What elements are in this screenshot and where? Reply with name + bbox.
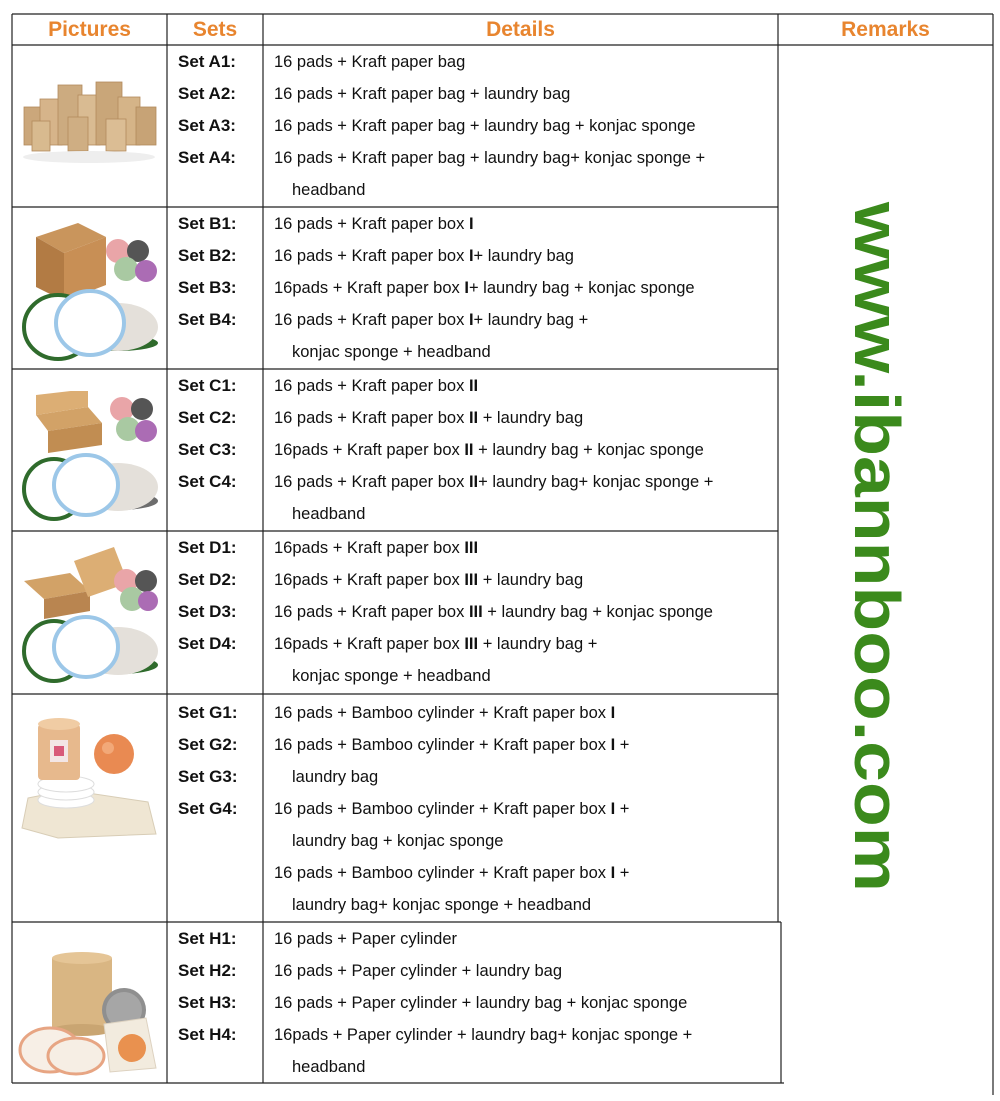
set-label-g2: Set G2: bbox=[178, 735, 238, 754]
detail-line: laundry bag + konjac sponge bbox=[292, 832, 504, 850]
detail-line: 16 pads + Bamboo cylinder + Kraft paper box I + bbox=[274, 736, 630, 754]
detail-line: 16pads + Kraft paper box III + laundry bag bbox=[274, 571, 584, 589]
detail-line: 16 pads + Kraft paper box I bbox=[274, 215, 474, 233]
set-label-c1: Set C1: bbox=[178, 376, 237, 395]
header-sets: Sets bbox=[192, 18, 238, 41]
set-label-c4: Set C4: bbox=[178, 472, 237, 491]
set-label-g1: Set G1: bbox=[178, 703, 238, 722]
kraft-box-i-with-pads-icon bbox=[18, 215, 160, 361]
paper-cylinder-with-pads-icon bbox=[18, 952, 160, 1076]
set-label-c2: Set C2: bbox=[178, 408, 237, 427]
detail-line: 16 pads + Kraft paper box II bbox=[274, 377, 479, 395]
detail-line: 16 pads + Bamboo cylinder + Kraft paper box I + bbox=[274, 800, 630, 818]
detail-line: 16pads + Kraft paper box III + laundry bag + bbox=[274, 635, 598, 653]
set-label-h2: Set H2: bbox=[178, 961, 237, 980]
detail-line: 16 pads + Kraft paper box I+ laundry bag bbox=[274, 247, 574, 265]
detail-line: laundry bag bbox=[292, 768, 379, 786]
kraft-box-ii-with-pads-icon bbox=[18, 391, 160, 521]
detail-line: headband bbox=[292, 181, 366, 199]
detail-line: 16 pads + Kraft paper bag + laundry bag+ konjac sponge + bbox=[274, 149, 706, 167]
table-row-set-a bbox=[0, 45, 780, 207]
table-row-set-h bbox=[0, 922, 780, 1083]
remarks-cell bbox=[795, 180, 975, 920]
detail-line: 16 pads + Paper cylinder + laundry bag bbox=[274, 962, 563, 980]
detail-line: 16 pads + Kraft paper bag + laundry bag + konjac sponge bbox=[274, 117, 696, 135]
website-url-vertical bbox=[795, 180, 975, 920]
set-label-h1: Set H1: bbox=[178, 929, 237, 948]
header-details: Details bbox=[486, 18, 555, 41]
set-label-a2: Set A2: bbox=[178, 84, 236, 103]
details-group-a bbox=[274, 46, 774, 206]
kraft-paper-bags-icon bbox=[18, 77, 160, 169]
set-label-b1: Set B1: bbox=[178, 214, 237, 233]
detail-line: 16 pads + Kraft paper bag bbox=[274, 53, 466, 71]
detail-line: headband bbox=[292, 505, 366, 523]
set-label-h4: Set H4: bbox=[178, 1025, 237, 1044]
set-label-d4: Set D4: bbox=[178, 634, 237, 653]
set-label-c3: Set C3: bbox=[178, 440, 237, 459]
detail-line: 16 pads + Kraft paper box II + laundry bag bbox=[274, 409, 584, 427]
detail-line: 16pads + Kraft paper box III bbox=[274, 539, 479, 557]
detail-line: 16 pads + Paper cylinder bbox=[274, 930, 457, 948]
set-label-b3: Set B3: bbox=[178, 278, 237, 297]
details-group-d bbox=[274, 532, 774, 692]
set-label-b4: Set B4: bbox=[178, 310, 237, 329]
detail-line: 16 pads + Kraft paper box II+ laundry bag+ konjac sponge + bbox=[274, 473, 714, 491]
detail-line: 16 pads + Kraft paper bag + laundry bag bbox=[274, 85, 571, 103]
details-group-c bbox=[274, 370, 774, 530]
detail-line: 16pads + Kraft paper box I+ laundry bag + konjac sponge bbox=[274, 279, 695, 297]
details-group-b bbox=[274, 208, 774, 368]
set-label-d3: Set D3: bbox=[178, 602, 237, 621]
detail-line: 16 pads + Bamboo cylinder + Kraft paper box I bbox=[274, 704, 616, 722]
detail-line: 16pads + Kraft paper box II + laundry bag + konjac sponge bbox=[274, 441, 704, 459]
website-url-text: www.ibannboo.com bbox=[841, 202, 913, 805]
detail-line: 16 pads + Paper cylinder + laundry bag + konjac sponge bbox=[274, 994, 688, 1012]
set-label-a3: Set A3: bbox=[178, 116, 236, 135]
detail-line: konjac sponge + headband bbox=[292, 667, 491, 685]
detail-line: 16 pads + Bamboo cylinder + Kraft paper box I + bbox=[274, 864, 630, 882]
set-label-a1: Set A1: bbox=[178, 52, 236, 71]
set-label-g3: Set G3: bbox=[178, 767, 238, 786]
set-label-a4: Set A4: bbox=[178, 148, 236, 167]
detail-line: 16pads + Paper cylinder + laundry bag+ konjac sponge + bbox=[274, 1026, 693, 1044]
set-label-h3: Set H3: bbox=[178, 993, 237, 1012]
header-pictures: Pictures bbox=[48, 18, 131, 41]
set-label-d2: Set D2: bbox=[178, 570, 237, 589]
detail-line: 16 pads + Kraft paper box III + laundry bag + konjac sponge bbox=[274, 603, 713, 621]
set-label-b2: Set B2: bbox=[178, 246, 237, 265]
detail-line: headband bbox=[292, 1058, 366, 1076]
table-row-set-b bbox=[0, 207, 780, 369]
set-label-d1: Set D1: bbox=[178, 538, 237, 557]
header-remarks: Remarks bbox=[841, 18, 930, 41]
table-row-set-c bbox=[0, 369, 780, 531]
detail-line: 16 pads + Kraft paper box I+ laundry bag + bbox=[274, 311, 589, 329]
details-group-h bbox=[274, 923, 774, 1083]
table-row-set-d bbox=[0, 531, 780, 694]
detail-line: konjac sponge + headband bbox=[292, 343, 491, 361]
kraft-box-iii-with-pads-icon bbox=[18, 539, 160, 685]
details-group-g bbox=[274, 697, 774, 921]
table-row-set-g bbox=[0, 694, 780, 922]
detail-line: laundry bag+ konjac sponge + headband bbox=[292, 896, 592, 914]
bamboo-cylinder-with-pads-icon bbox=[18, 710, 160, 840]
set-label-g4: Set G4: bbox=[178, 799, 238, 818]
